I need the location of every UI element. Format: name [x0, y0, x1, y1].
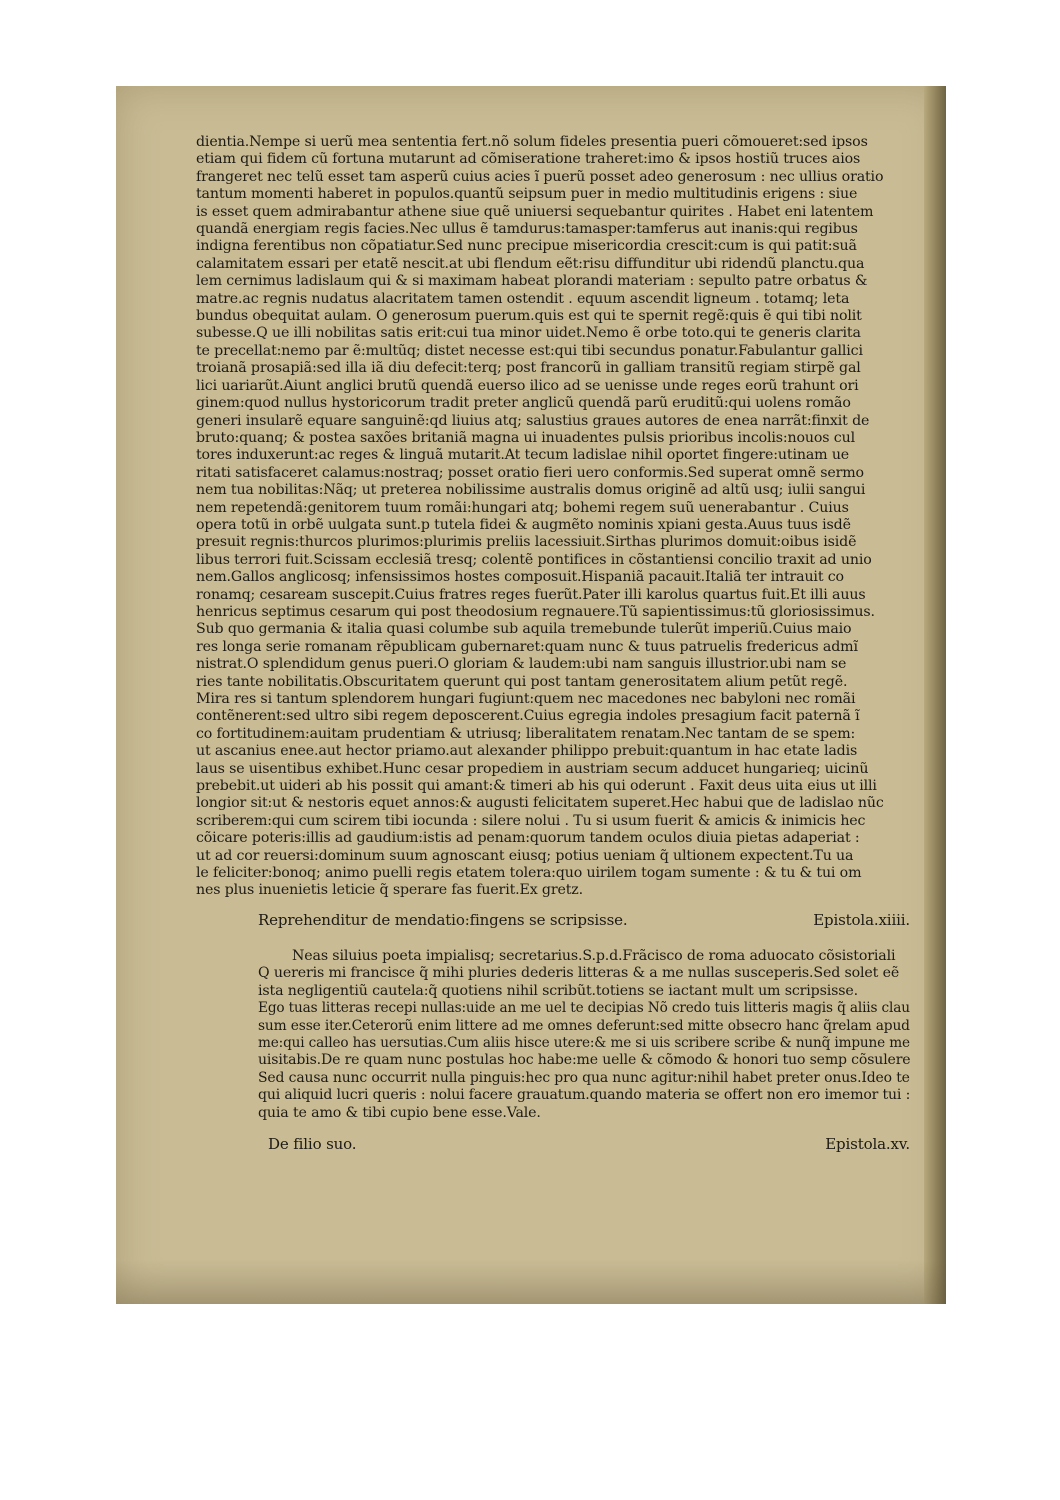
- text-line: etiam qui fidem cũ fortuna mutarunt ad cõmiseratione traheret:imo & ipsos hostiũ truces aios: [196, 151, 861, 168]
- letter-line: uisitabis.De re quam nunc postulas hoc habe:me uelle & cõmodo & honori tuo semp cõsulere: [258, 1052, 911, 1069]
- text-line: Sub quo germania & italia quasi columbe sub aquila tremebunde tulerũt imperiũ.Cuius maio: [196, 621, 852, 638]
- text-line: bruto:quanq; & postea saxões britaniã magna ui inuadentes pulsis prioribus incolis:nouos cul: [196, 429, 855, 446]
- text-line: ginem:quod nullus hystoricorum tradit preter anglicũ quendã parũ eruditũ:qui uolens romão: [196, 395, 851, 412]
- text-line: prebebit.ut uideri ab his possit qui amant:& timeri ab his qui oderunt . Faxit deus uita eius ut illi: [196, 778, 877, 795]
- text-line: libus terrori fuit.Scissam ecclesiã tresq; colentẽ pontifices in cõstantiensi concilio traxit ad unio: [196, 551, 872, 568]
- text-line: henricus septimus cesarum qui post theodosium regnauere.Tũ sapientissimus:tũ gloriosissimus.: [196, 603, 875, 620]
- text-line: cõicare poteris:illis ad gaudium:istis ad penam:quorum tandem oculos diuia pietas adaperiat :: [196, 830, 860, 847]
- page-gutter-edge: [924, 86, 946, 1304]
- text-line: longior sit:ut & nestoris equet annos:& augusti felicitatem superet.Hec habui que de ladislao nũc: [196, 795, 884, 812]
- text-line: ries tante nobilitatis.Obscuritatem querunt qui post tantam generositatem alium petũt regẽ.: [196, 673, 848, 690]
- epistle-heading-next: [196, 1136, 910, 1158]
- text-line: dientia.Nempe si uerũ mea sententia fert.nõ solum fideles presentia pueri cõmoueret:sed ipsos: [196, 134, 868, 150]
- text-line: contẽnerent:sed ultro sibi regem deposcerent.Cuius egregia indoles presagium facit paternã ĩ: [196, 708, 860, 725]
- letter-body: [196, 948, 910, 1122]
- text-line: presuit regnis:thurcos plurimos:plurimis preliis lacessiuit.Sirthas plurimos domuit:oibus isidẽ: [196, 534, 857, 551]
- page-text: [196, 134, 910, 1158]
- letter-line: me:qui calleo has uersutias.Cum aliis hisce utere:& me si uis scribere scribe & nunq̃ impune me: [258, 1034, 910, 1051]
- text-line: nes plus inuenietis leticie q̃ sperare fas fuerit.Ex gretz.: [196, 882, 583, 899]
- epistle-heading: [196, 912, 910, 934]
- letter-line: sum esse iter.Ceterorũ enim littere ad me omnes deferunt:sed mitte obsecro hanc q̃relam apud: [258, 1017, 910, 1034]
- text-line: laus se uisentibus exhibet.Hunc cesar propediem in austriam secum adducet hungarieq; uicinũ: [196, 760, 869, 777]
- letter-paragraph: [196, 948, 910, 1122]
- text-line: nistrat.O splendidum genus pueri.O gloriam & laudem:ubi nam sanguis illustrior.ubi nam se: [196, 656, 847, 673]
- text-line: troianã prosapiã:sed illa iã diu defecit:terq; post francorũ in galliam transitũ regiam stirpẽ gal: [196, 360, 861, 377]
- text-line: nem.Gallos anglicosq; infensissimos hostes composuit.Hispaniã pacauit.Italiã ter intrauit co: [196, 569, 844, 586]
- text-line: scriberem:qui cum scirem tibi iocunda : silere nolui . Tu si usum fuerit & amicis & inimicis hec: [196, 812, 866, 829]
- letter-line: Ego tuas litteras recepi nullas:uide an me uel te decipias Nõ credo tuis litteris magis q̃ aliis clau: [258, 1000, 910, 1017]
- letter-line: Neas siluius poeta impialisq; secretarius.S.p.d.Frãcisco de roma aduocato cõsistoriali: [292, 947, 896, 964]
- text-line: ritati satisfaceret calamus:nostraq; posset oratio fieri uero conformis.Sed superat omnẽ sermo: [196, 464, 864, 481]
- text-line: ut ascanius enee.aut hector priamo.aut alexander philippo prebuit:quantum in hac etate ladis: [196, 743, 858, 760]
- text-line: nem repetendã:genitorem tuum romãi:hungari atq; bohemi regem suũ uenerabantur . Cuius: [196, 499, 849, 516]
- text-line: opera totũ in orbẽ uulgata sunt.p tutela fidei & augmẽto nominis xpiani gesta.Auus tuus isdẽ: [196, 516, 851, 533]
- text-line: ut ad cor reuersi:dominum suum agnoscant eiusq; potius ueniam q̃ ultionem expectent.Tu ua: [196, 847, 854, 864]
- epistle-heading-next-title: De filio suo.: [268, 1134, 357, 1153]
- text-line: is esset quem admirabantur athene siue quẽ uniuersi sequebantur quirites . Habet eni latentem: [196, 203, 874, 220]
- text-line: res longa serie romanam rẽpublicam gubernaret:quam nunc & tuus patruelis fredericus admĩ: [196, 638, 858, 655]
- text-line: le feliciter:bonoq; animo puelli regis etatem tolera:quo uirilem togam sumente : & tu & tui om: [196, 865, 862, 882]
- text-line: indigna ferentibus non cõpatiatur.Sed nunc precipue misericordia crescit:cum is qui patit:suã: [196, 238, 857, 255]
- epistle-heading-number: Epistola.xiiii.: [813, 910, 910, 929]
- text-line: generi insularẽ equare sanguinẽ:qd liuius atq; salustius graues autores de enea narrãt:finxit de: [196, 412, 870, 429]
- body-paragraph: [196, 134, 910, 900]
- letter-line: qui aliquid lucri queris : nolui facere grauatum.quando materia se offert non ero imemor tui :: [258, 1087, 911, 1104]
- text-line: calamitatem essari per etatẽ nescit.at ubi flendum eẽt:risu diffunditur ubi ridendũ planctu.qua: [196, 255, 865, 272]
- text-line: tores induxerunt:ac reges & linguã mutarit.At tecum ladislae nihil oportet fingere:utinam ue: [196, 447, 850, 464]
- text-line: Mira res si tantum splendorem hungari fugiunt:quem nec macedones nec babyloni nec romãi: [196, 691, 856, 707]
- text-line: te precellat:nemo par ẽ:multũq; distet necesse est:qui tibi secundus ponatur.Fabulantur gallici: [196, 342, 863, 359]
- text-line: lici uariarũt.Aiunt anglici brutũ quendã euerso ilico ad se uenisse unde reges eorũ trahunt ori: [196, 377, 859, 394]
- text-line: frangeret nec telũ esset tam asperũ cuius acies ĩ puerũ posset adeo generosum : nec ullius oratio: [196, 168, 884, 185]
- letter-line: Q uereris mi francisce q̃ mihi pluries dederis litteras & a me nullas susceperis.Sed solet eẽ: [258, 965, 900, 982]
- letter-line: Sed causa nunc occurrit nulla pinguis:hec pro qua nunc agitur:nihil habet preter onus.Ideo te: [258, 1069, 910, 1086]
- text-line: subesse.Q ue illi nobilitas satis erit:cui tua minor uidet.Nemo ẽ orbe toto.qui te generis clarita: [196, 325, 861, 342]
- text-line: matre.ac regnis nudatus alacritatem tamen ostendit . equum ascendit ligneum . totamq; leta: [196, 290, 850, 307]
- epistle-heading-title: Reprehenditur de mendatio:fingens se scripsisse.: [258, 910, 628, 929]
- text-line: lem cernimus ladislaum qui & si maximam habeat plorandi materiam : sepulto patre orbatus &: [196, 273, 868, 290]
- text-line: nem tua nobilitas:Nãq; ut preterea nobilissime australis domus originẽ ad altũ usq; iulii sangui: [196, 482, 866, 499]
- text-line: tantum momenti haberet in populos.quantũ seipsum puer in medio multitudinis erigens : siue: [196, 186, 858, 203]
- letter-line: quia te amo & tibi cupio bene esse.Vale.: [258, 1104, 541, 1121]
- text-line: co fortitudinem:auitam prudentiam & utriusq; liberalitatem renatam.Nec tantam de se spem:: [196, 725, 856, 742]
- text-line: quandã energiam regis facies.Nec ullus ẽ tamdurus:tamasper:tamferus aut inanis:qui regibus: [196, 221, 858, 238]
- epistle-heading-next-number: Epistola.xv.: [825, 1134, 910, 1153]
- page-bottom-shadow: [116, 1260, 946, 1304]
- text-line: bundus obequitat aulam. O generosum puerum.quis est qui te spernit regẽ:quis ẽ qui tibi nolit: [196, 308, 862, 325]
- text-line: ronamq; cesaream suscepit.Cuius fratres reges fuerũt.Pater illi karolus quartus fuit.Et illi auus: [196, 586, 866, 603]
- letter-line: ista negligentiũ cautela:q̃ quotiens nihil scribũt.totiens se iactant mult um scripsisse.: [258, 982, 858, 999]
